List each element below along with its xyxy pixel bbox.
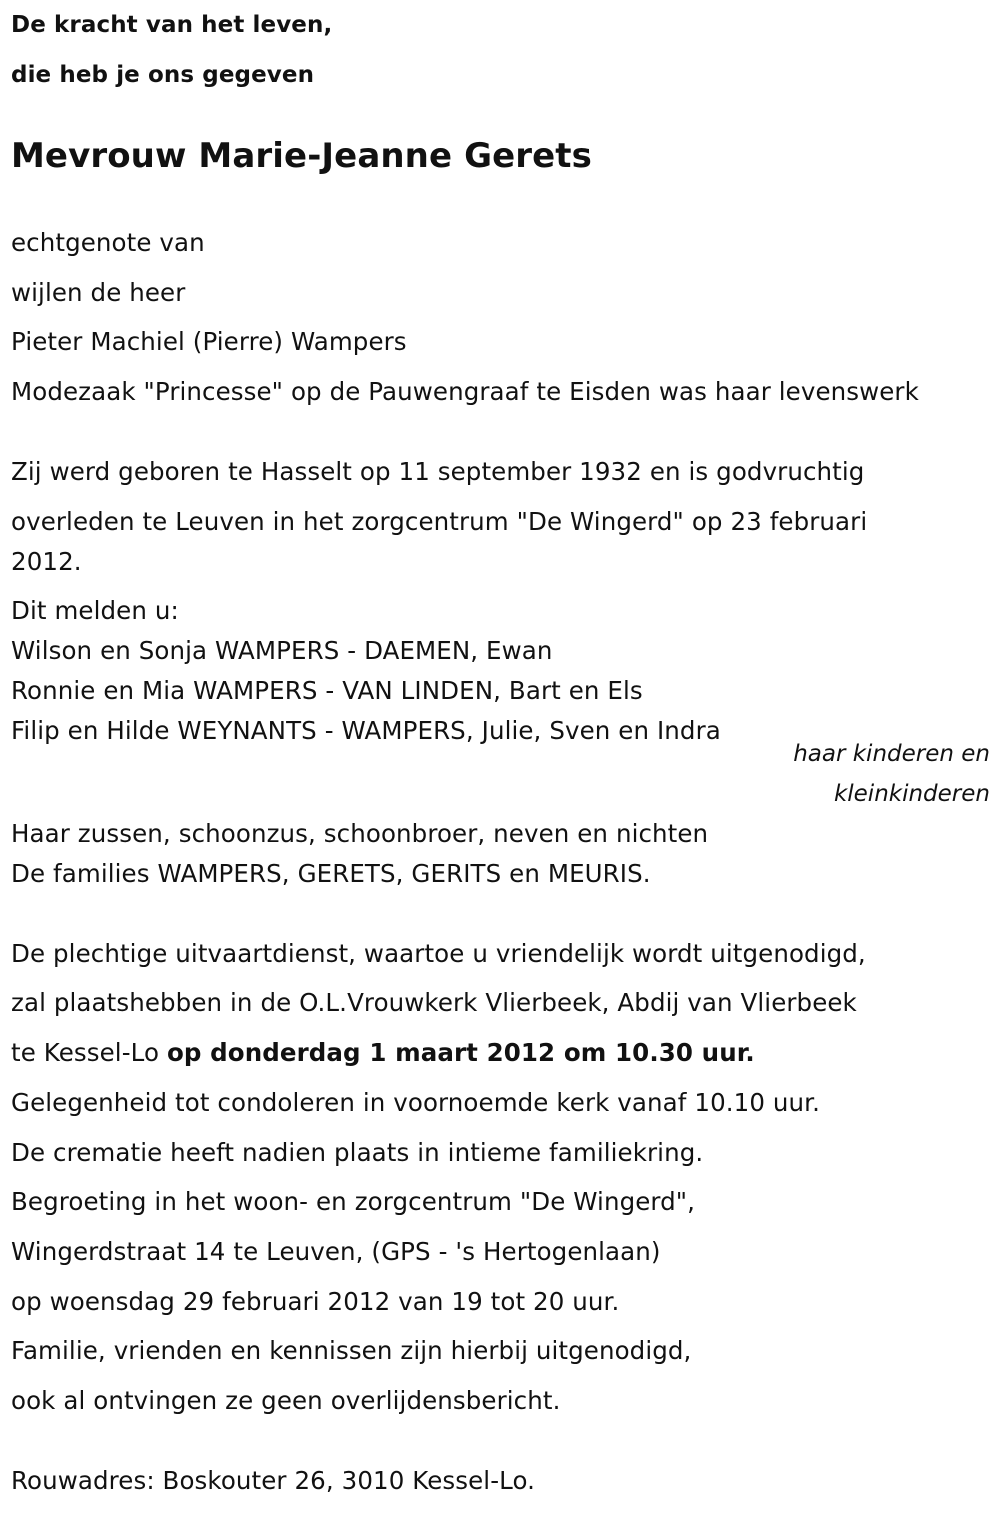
- children-note-line-2: kleinkinderen: [833, 781, 990, 807]
- child-family-1: Wilson en Sonja WAMPERS - DAEMEN, Ewan: [11, 636, 553, 665]
- greeting-line-1: Begroeting in het woon- en zorgcentrum "De Wingerd",: [11, 1187, 696, 1216]
- families: De families WAMPERS, GERETS, GERITS en MEURIS.: [11, 859, 651, 888]
- funeral-place: te Kessel-Lo: [11, 1038, 167, 1067]
- funeral-line-5: De crematie heeft nadien plaats in intieme familiekring.: [11, 1138, 704, 1167]
- funeral-line-4: Gelegenheid tot condoleren in voornoemde kerk vanaf 10.10 uur.: [11, 1088, 820, 1117]
- spouse-line-1: echtgenote van: [11, 228, 205, 257]
- spouse-line-2: wijlen de heer: [11, 278, 186, 307]
- funeral-line-1: De plechtige uitvaartdienst, waartoe u vriendelijk wordt uitgenodigd,: [11, 939, 866, 968]
- greeting-line-5: ook al ontvingen ze geen overlijdensbericht.: [11, 1386, 561, 1415]
- children-note-line-1: haar kinderen en: [793, 741, 990, 767]
- relatives: Haar zussen, schoonzus, schoonbroer, neven en nichten: [11, 819, 709, 848]
- birth-death-line-3: 2012.: [11, 547, 82, 576]
- child-family-3: Filip en Hilde WEYNANTS - WAMPERS, Julie, Sven en Indra: [11, 716, 721, 745]
- motto-line-2: die heb je ons gegeven: [11, 62, 315, 88]
- lifework: Modezaak "Princesse" op de Pauwengraaf te Eisden was haar levenswerk: [11, 377, 919, 406]
- announcers-intro: Dit melden u:: [11, 596, 179, 625]
- greeting-line-3: op woensdag 29 februari 2012 van 19 tot 20 uur.: [11, 1287, 620, 1316]
- spouse-name: Pieter Machiel (Pierre) Wampers: [11, 327, 407, 356]
- greeting-line-2: Wingerdstraat 14 te Leuven, (GPS - 's Hertogenlaan): [11, 1237, 661, 1266]
- funeral-line-2: zal plaatshebben in de O.L.Vrouwkerk Vlierbeek, Abdij van Vlierbeek: [11, 988, 857, 1017]
- funeral-date-time: op donderdag 1 maart 2012 om 10.30 uur.: [166, 1038, 755, 1067]
- motto-line-1: De kracht van het leven,: [11, 12, 333, 38]
- funeral-line-3: [11, 1038, 755, 1068]
- greeting-line-4: Familie, vrienden en kennissen zijn hierbij uitgenodigd,: [11, 1336, 692, 1365]
- birth-death-line-1: Zij werd geboren te Hasselt op 11 september 1932 en is godvruchtig: [11, 457, 865, 486]
- birth-death-line-2: overleden te Leuven in het zorgcentrum "De Wingerd" op 23 februari: [11, 507, 868, 536]
- child-family-2: Ronnie en Mia WAMPERS - VAN LINDEN, Bart en Els: [11, 676, 643, 705]
- deceased-name: Mevrouw Marie-Jeanne Gerets: [11, 136, 592, 176]
- mourning-address: Rouwadres: Boskouter 26, 3010 Kessel-Lo.: [11, 1466, 536, 1495]
